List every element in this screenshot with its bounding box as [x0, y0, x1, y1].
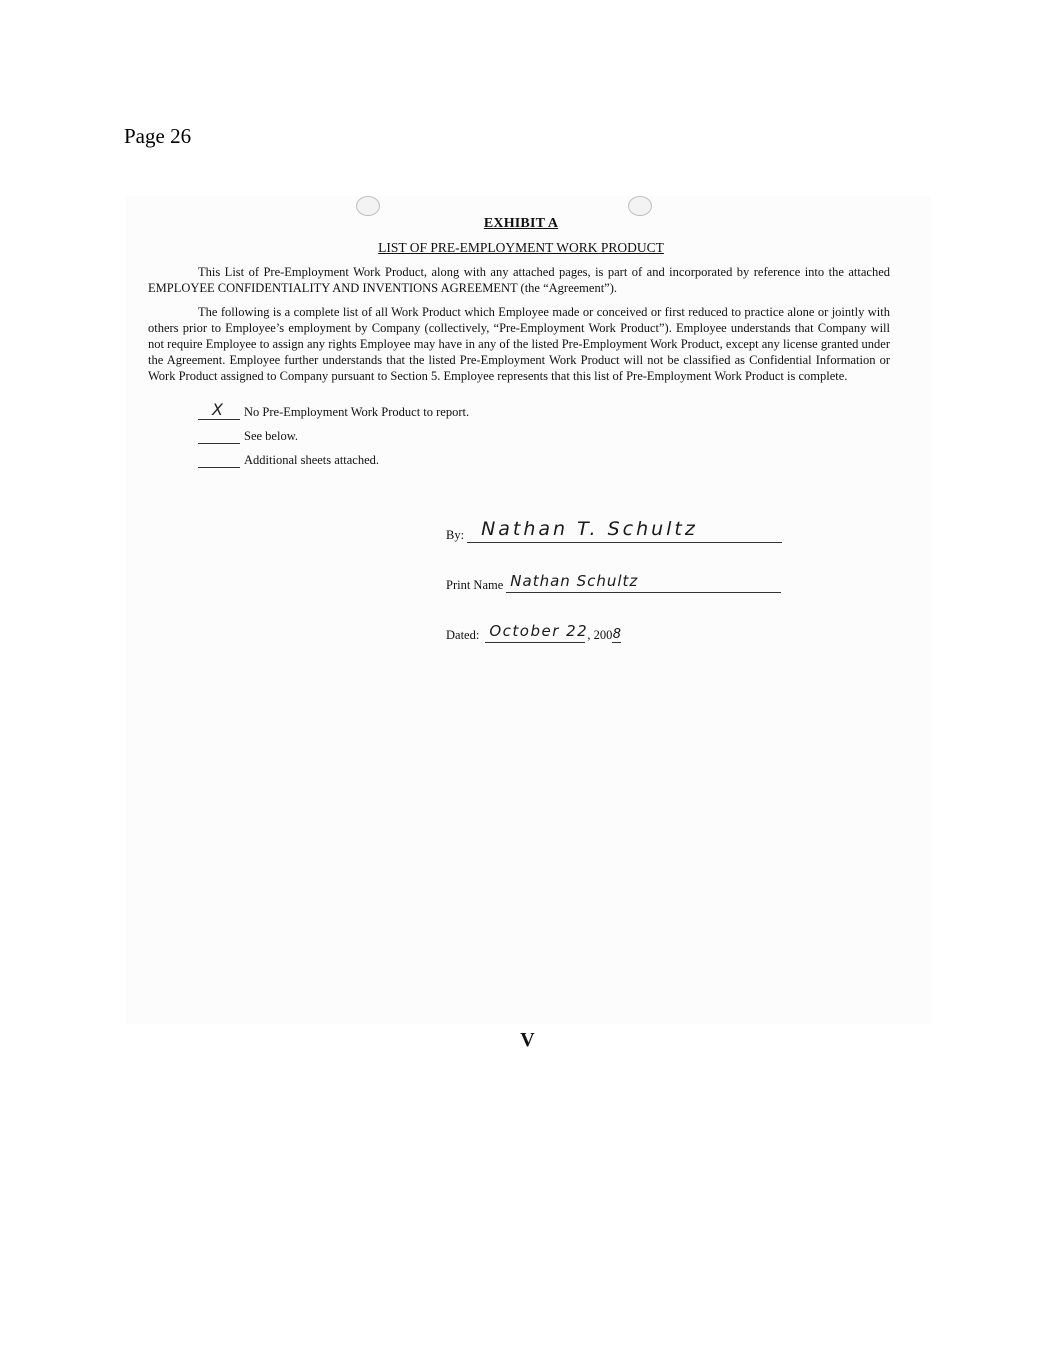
- option-label: See below.: [244, 429, 299, 443]
- handwritten-year-digit: 8: [612, 627, 621, 642]
- option-additional-sheets: [198, 452, 379, 468]
- print-name-line: [506, 570, 781, 593]
- option-no-work-product: [198, 400, 470, 420]
- incorporation-paragraph: This List of Pre-Employment Work Product, along with any attached pages, is part of and incorporated by reference into the attached EMPLOYEE CONFIDENTIALITY AND INVENTIONS AGREEMENT (the “Agreement”).: [148, 265, 890, 295]
- work-product-paragraph: The following is a complete list of all Work Product which Employee made or conceived or first reduced to practice alone or jointly with others prior to Employee’s employment by Company (collectively, “Pre-Employment Work Product”). Employee understands that Company will not require Employee to assign any rights Employee may have in any of the listed Pre-Employment Work Product, except any license granted under the Agreement. Employee further understands that the listed Pre-Employment Work Product will not be classified as Confidential Information or Work Product assigned to Company pursuant to Section 5. Employee represents that this list of Pre-Employment Work Product is complete.: [148, 305, 890, 383]
- option-blank: [198, 452, 240, 468]
- page-number: Page 26: [124, 124, 192, 148]
- dated-row: [446, 620, 621, 643]
- handwritten-print-name: Nathan Schultz: [510, 572, 639, 590]
- footer-mark: V: [520, 1029, 535, 1051]
- option-see-below: [198, 428, 298, 444]
- year-prefix: , 200: [587, 628, 613, 642]
- print-name-label: Print Name: [446, 578, 504, 592]
- date-line: [485, 620, 589, 643]
- handwritten-date: October 22: [489, 622, 589, 640]
- handwritten-signature: Nathan T. Schultz: [481, 518, 698, 540]
- option-label: No Pre-Employment Work Product to report.: [244, 405, 470, 419]
- option-blank: [198, 400, 240, 420]
- scanned-exhibit: [126, 196, 931, 1024]
- exhibit-title: EXHIBIT A: [483, 216, 559, 231]
- year-field: [587, 627, 621, 643]
- print-name-row: [446, 570, 781, 593]
- signature-line: [467, 520, 782, 543]
- exhibit-subtitle: LIST OF PRE-EMPLOYMENT WORK PRODUCT: [378, 240, 664, 255]
- signature-by-row: [446, 520, 782, 543]
- handwritten-check-mark: X: [212, 400, 223, 419]
- punch-hole: [628, 196, 652, 216]
- dated-label: Dated:: [446, 628, 480, 642]
- option-blank: [198, 428, 240, 444]
- option-label: Additional sheets attached.: [244, 453, 380, 467]
- punch-hole: [356, 196, 380, 216]
- by-label: By:: [446, 528, 465, 542]
